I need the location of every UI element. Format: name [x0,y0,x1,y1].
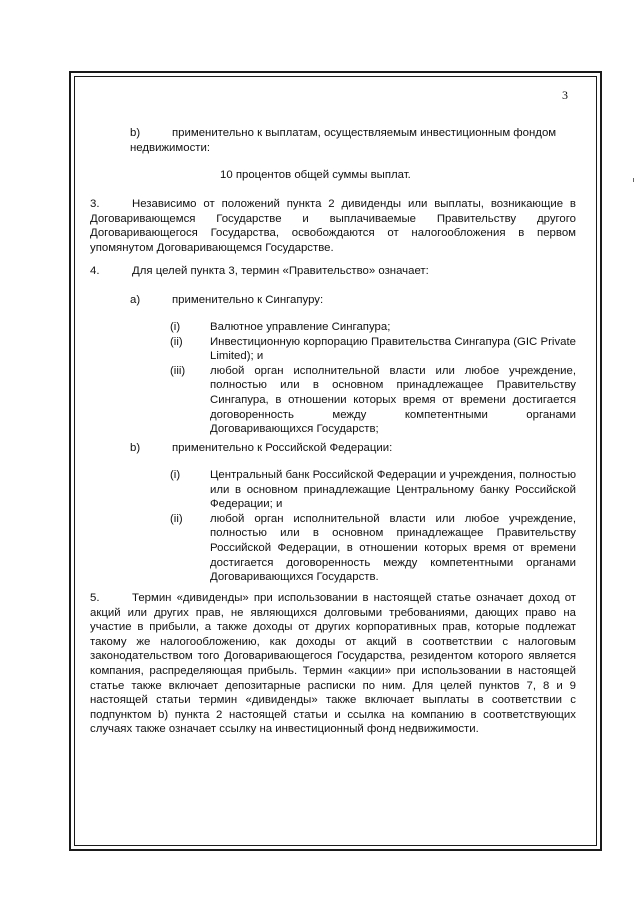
item-text: Валютное управление Сингапура; [210,321,391,333]
subparagraph-label: b) [130,442,141,454]
paragraph-4 [90,264,576,279]
item-label: (i) [170,469,181,481]
subparagraph-b-intro [130,126,576,155]
item-text: Центральный банк Российской Федерации и учреждения, полностью или в основном принадлежащие Центральному банку Российской Федерации; и [210,469,576,511]
page-number: 3 [562,88,568,102]
item-label: (ii) [170,335,183,348]
list-item [170,468,576,512]
subparagraph-text: применительно к Сингапуру: [172,294,324,306]
paragraph-text: Независимо от положений пункта 2 дивиденды или выплаты, возникающие в Договаривающемся Государстве и выплачиваемые Правительству другого Договаривающегося Государства, освобождаются от налогообложения в первом упомянутом Договаривающемся Государстве. [90,198,576,254]
rate-line: 10 процентов общей суммы выплат. [220,169,411,181]
item-text: любой орган исполнительной власти или любое учреждение, полностью или в основном принадлежащее Правительству Сингапура, в отношении которых время от времени достигается договоренность между компетентными органами Договаривающихся Государств; [210,364,576,436]
paragraph-label: 4. [90,265,100,277]
paragraph-text: Для целей пункта 3, термин «Правительство» означает: [132,265,429,277]
item-text: Инвестиционную корпорацию Правительства Сингапура (GIC Private Limited); и [210,335,576,363]
paragraph-label: 3. [90,198,100,210]
list-item [170,335,576,364]
item-label: (i) [170,321,181,333]
subparagraph-text-line1: применительно к выплатам, осуществляемым инвестиционным фондом [172,127,557,139]
paragraph-3 [90,197,576,255]
subparagraph-a [130,293,576,308]
subparagraph-b [130,441,576,456]
subparagraph-label: b) [130,127,141,139]
subparagraph-text: применительно к Российской Федерации: [172,442,393,454]
singapore-list [170,320,576,437]
russia-list [170,468,576,585]
item-label: (iii) [170,364,186,377]
paragraph-5 [90,591,576,737]
subparagraph-text-line2: недвижимости: [130,141,211,154]
list-item [170,320,576,335]
subparagraph-label: a) [130,294,141,306]
paragraph-text: Термин «дивиденды» при использовании в настоящей статье означает доход от акций или других прав, не являющихся долговыми требованиями, дающих право на участие в прибыли, а также доходы от других корпоративных прав, которые подлежат такому же налогообложению, как доходы от акций в соответствии с налоговым законодательством того Договаривающегося Государства, резидентом которого является компания, распределяющая прибыль. Термин «акции» при использовании в настоящей статье также включает депозитарные расписки по ним. Для целей пунктов 7, 8 и 9 настоящей статьи термин «дивиденды» также включает выплаты в соответствии с подпунктом b) пункта 2 настоящей статьи и ссылка на компанию в соответствующих случаях также означает ссылку на инвестиционный фонд недвижимости. [90,592,576,736]
list-item [170,512,576,585]
item-text: любой орган исполнительной власти или любое учреждение, полностью или в основном принадлежащее Правительству Российской Федерации, в отношении которых время от времени достигается договоренность между компетентными органами Договаривающихся Государств. [210,512,576,584]
paragraph-label: 5. [90,592,100,604]
item-label: (ii) [170,512,183,525]
scan-mark [633,178,634,182]
list-item [170,364,576,437]
